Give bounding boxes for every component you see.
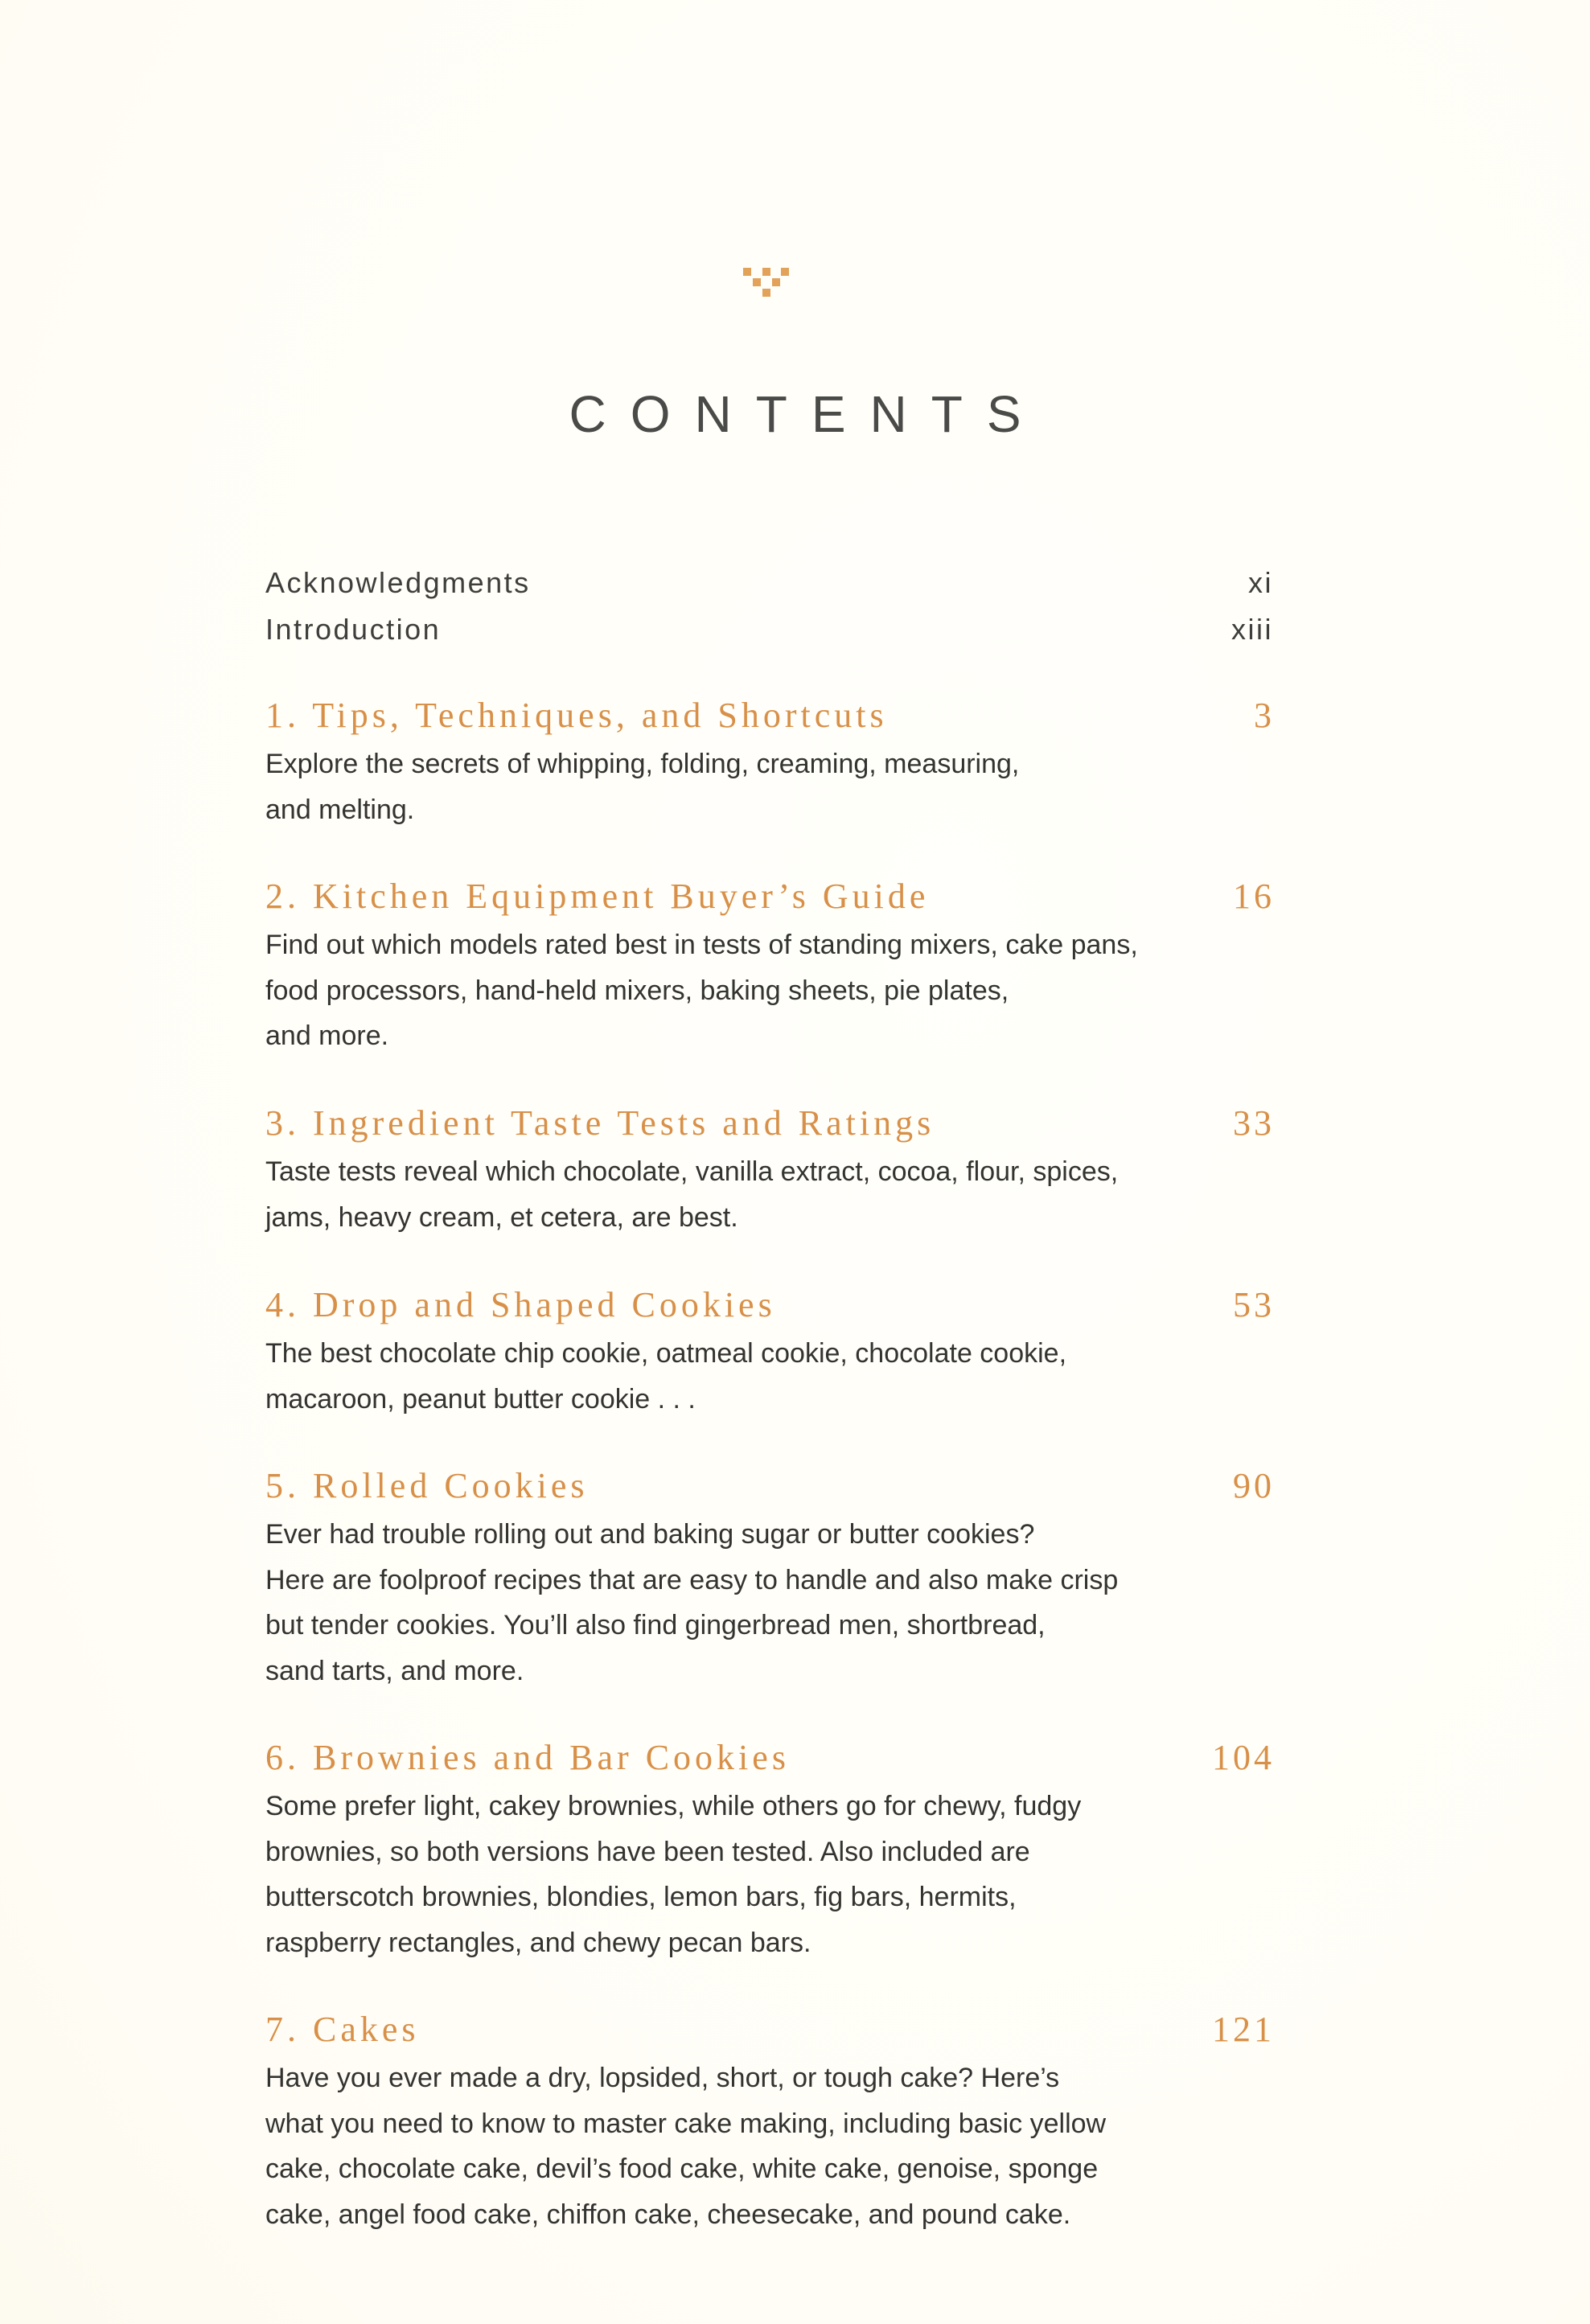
toc-chapter-1 — [265, 690, 1275, 832]
chapter-title: 5. Rolled Cookies — [265, 1466, 589, 1505]
description-line: cake, angel food cake, chiffon cake, cheesecake, and pound cake. — [265, 2199, 1071, 2230]
chapter-heading[interactable] — [265, 1732, 1275, 1784]
toc-chapter-4 — [265, 1279, 1275, 1422]
chapter-description — [265, 1331, 1275, 1422]
chapter-title: 7. Cakes — [265, 2010, 420, 2049]
toc-chapter-3 — [265, 1098, 1275, 1240]
chapter-title: 6. Brownies and Bar Cookies — [265, 1738, 790, 1777]
description-line: what you need to know to master cake making, including basic yellow — [265, 2108, 1107, 2139]
entry-page-number: xi — [1248, 566, 1273, 599]
toc-entry-acknowledgments[interactable] — [265, 560, 1273, 606]
chapter-description — [265, 1784, 1275, 1965]
chapter-title: 1. Tips, Techniques, and Shortcuts — [265, 696, 888, 735]
description-line: Explore the secrets of whipping, folding, creaming, measuring, — [265, 749, 1020, 779]
chapter-page-number: 16 — [1233, 877, 1275, 916]
description-line: Find out which models rated best in tests of standing mixers, cake pans, — [265, 930, 1138, 960]
description-line: Have you ever made a dry, lopsided, short, or tough cake? Here’s — [265, 2063, 1060, 2093]
chapter-description — [265, 741, 1275, 832]
chapter-page-number: 121 — [1212, 2010, 1275, 2049]
description-line: Some prefer light, cakey brownies, while others go for chewy, fudgy — [265, 1791, 1082, 1821]
chapter-description — [265, 1512, 1275, 1694]
toc-chapter-6 — [265, 1732, 1275, 1965]
description-line: The best chocolate chip cookie, oatmeal cookie, chocolate cookie, — [265, 1338, 1067, 1369]
description-line: food processors, hand-held mixers, baking sheets, pie plates, — [265, 975, 1009, 1006]
entry-label: Acknowledgments — [265, 566, 531, 599]
triangle-dots-ornament-icon — [740, 268, 804, 316]
description-line: and melting. — [265, 794, 415, 825]
toc-entry-introduction[interactable] — [265, 606, 1273, 653]
description-line: brownies, so both versions have been tested. Also included are — [265, 1836, 1030, 1867]
description-line: sand tarts, and more. — [265, 1655, 524, 1686]
chapter-description — [265, 2055, 1275, 2237]
description-line: cake, chocolate cake, devil’s food cake, white cake, genoise, sponge — [265, 2154, 1099, 2184]
toc-chapter-5 — [265, 1460, 1275, 1694]
chapter-title: 2. Kitchen Equipment Buyer’s Guide — [265, 877, 930, 916]
chapter-title: 4. Drop and Shaped Cookies — [265, 1285, 776, 1324]
description-line: macaroon, peanut butter cookie . . . — [265, 1383, 696, 1415]
description-line: and more. — [265, 1020, 389, 1051]
chapter-title: 3. Ingredient Taste Tests and Ratings — [265, 1103, 935, 1143]
description-line: Taste tests reveal which chocolate, vanilla extract, cocoa, flour, spices, — [265, 1156, 1119, 1187]
chapter-page-number: 3 — [1254, 696, 1275, 735]
chapter-description — [265, 922, 1275, 1059]
front-matter-list — [265, 560, 1273, 653]
chapter-page-number: 33 — [1233, 1103, 1275, 1143]
chapter-page-number: 104 — [1212, 1738, 1275, 1777]
description-line: Here are foolproof recipes that are easy to handle and also make crisp — [265, 1564, 1119, 1595]
page-title: CONTENTS — [569, 385, 1046, 443]
toc-chapter-2 — [265, 871, 1275, 1059]
description-line: Ever had trouble rolling out and baking sugar or butter cookies? — [265, 1519, 1035, 1550]
entry-label: Introduction — [265, 613, 442, 646]
toc-chapter-7 — [265, 2004, 1275, 2237]
chapter-heading[interactable] — [265, 1460, 1275, 1512]
chapter-description — [265, 1149, 1275, 1240]
description-line: butterscotch brownies, blondies, lemon bars, fig bars, hermits, — [265, 1882, 1017, 1912]
chapter-heading[interactable] — [265, 1279, 1275, 1331]
chapter-heading[interactable] — [265, 871, 1275, 922]
chapter-heading[interactable] — [265, 1098, 1275, 1149]
entry-page-number: xiii — [1231, 613, 1273, 646]
description-line: but tender cookies. You’ll also find gingerbread men, shortbread, — [265, 1610, 1046, 1640]
chapter-heading[interactable] — [265, 2004, 1275, 2055]
description-line: jams, heavy cream, et cetera, are best. — [265, 1201, 738, 1233]
chapter-page-number: 90 — [1233, 1466, 1275, 1505]
description-line: raspberry rectangles, and chewy pecan bars. — [265, 1927, 811, 1958]
chapter-page-number: 53 — [1233, 1285, 1275, 1324]
chapter-heading[interactable] — [265, 690, 1275, 741]
